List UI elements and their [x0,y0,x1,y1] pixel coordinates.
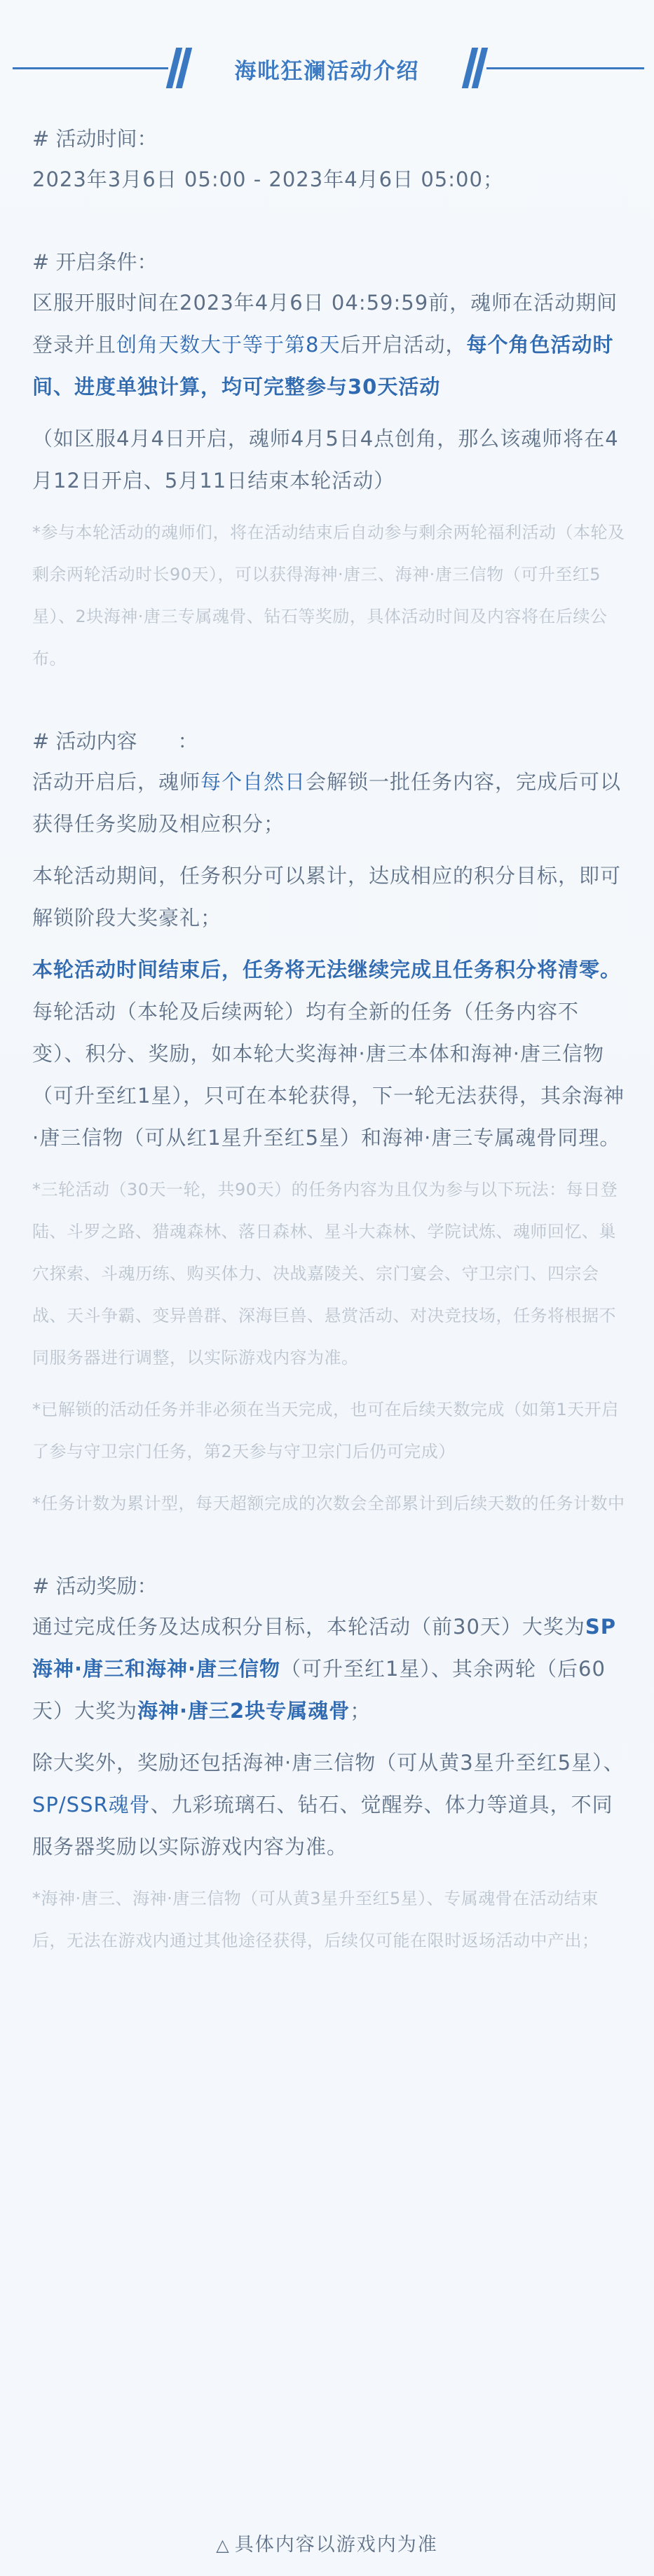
condition-highlight-progress: 每个角色活动时间、进度单独计算，均可完整参与30天活动 [32,333,614,399]
reward-highlight-grand-prize: SP海神·唐三和海神·唐三信物 [32,1615,617,1681]
condition-example: （如区服4月4日开启，魂师4月5日4点创角，那么该魂师将在4月12日开启、5月11日结束本轮活动） [32,427,619,493]
content-heading: # 活动内容 ： [32,729,198,753]
condition-highlight-days: 创角天数大于等于第8天 [116,333,341,357]
condition-heading: # 开启条件： [32,250,158,274]
page-title: 海吡狂澜活动介绍 [234,59,420,84]
content-highlight-day: 每个自然日 [200,770,306,794]
content-paragraph-3 [32,949,628,1159]
time-value: 2023年3月6日 05:00 - 2023年4月6日 05:00； [32,167,504,191]
condition-text-c: 后开启活动， [340,333,467,357]
warning-triangle-icon: △ [216,2535,231,2555]
content-note-2: *已解锁的活动任务并非必须在当天完成，也可在后续天数完成（如第1天开启了参与守卫宗门任务，第2天参与守卫宗门后仍可完成） [32,1400,619,1461]
header-line-right [486,67,644,69]
condition-text-a: 区服开服时间在2023年4月6日 04:59:59前，魂师在活动期间登录并且 [32,291,618,357]
content-paragraph-1 [32,761,628,845]
content-highlight-reset: 本轮活动时间结束后，任务将无法继续完成且任务积分将清零。 [32,958,622,982]
reward-paragraph-2 [32,1742,628,1868]
reward-text-e: ； [350,1699,372,1723]
content-text-c: 会解锁一批任务内容，完成后可以获得任务奖励及相应积分； [32,770,622,836]
condition-note: *参与本轮活动的魂师们，将在活动结束后自动参与剩余两轮福利活动（本轮及剩余两轮活动时长90天），可以获得海神·唐三、海神·唐三信物（可升至红5星）、2块海神·唐三专属魂骨、钻石等奖励，具体活动时间及内容将在后续公布。 [32,523,625,668]
reward-highlight-sp-ssr: SP/SSR魂骨 [32,1793,151,1817]
content-paragraph-2: 本轮活动期间，任务积分可以累计，达成相应的积分目标，即可解锁阶段大奖豪礼； [32,864,622,930]
reward-text-c: （可升至红1星）、其余两轮（后60天）大奖为 [32,1657,606,1723]
footer-notice [0,2529,654,2556]
condition-paragraph [32,282,628,408]
content-text-a: 活动开启后，魂师 [32,770,201,794]
reward-highlight-soul-bone: 海神·唐三2块专属魂骨 [137,1699,350,1723]
time-heading: # 活动时间： [32,127,158,151]
article-body [32,119,628,1962]
reward-heading: # 活动奖励： [32,1574,158,1598]
section-header [0,48,654,90]
reward-text-2a: 除大奖外，奖励还包括海神·唐三信物（可从黄3星升至红5星）、 [32,1751,625,1775]
reward-text-2c: 、九彩琉璃石、钻石、觉醒券、体力等道具，不同服务器奖励以实际游戏内容为准。 [32,1793,613,1859]
content-note-1: *三轮活动（30天一轮，共90天）的任务内容为且仅为参与以下玩法：每日登陆、斗罗之路、猎魂森林、落日森林、星斗大森林、学院试炼、魂师回忆、巢穴探索、斗魂历练、购买体力、决战嘉陵关、宗门宴会、守卫宗门、四宗会战、天斗争霸、变异兽群、深海巨兽、悬赏活动、对决竞技场，任务将根据不同服务器进行调整，以实际游戏内容为准。 [32,1180,618,1368]
footer-text: 具体内容以游戏内为准 [234,2534,438,2556]
reward-note: *海神·唐三、海神·唐三信物（可从黄3星升至红5星）、专属魂骨在活动结束后，无法在游戏内通过其他途径获得，后续仅可能在限时返场活动中产出； [32,1889,599,1950]
content-text-rounds: 每轮活动（本轮及后续两轮）均有全新的任务（任务内容不变）、积分、奖励，如本轮大奖海神·唐三本体和海神·唐三信物（可升至红1星），只可在本轮获得，下一轮无法获得，其余海神·唐三信物（可从红1星升至红5星）和海神·唐三专属魂骨同理。 [32,1000,625,1150]
content-note-3: *任务计数为累计型，每天超额完成的次数会全部累计到后续天数的任务计数中 [32,1494,625,1513]
reward-paragraph-1 [32,1606,628,1732]
reward-text-a: 通过完成任务及达成积分目标，本轮活动（前30天）大奖为 [32,1615,585,1639]
